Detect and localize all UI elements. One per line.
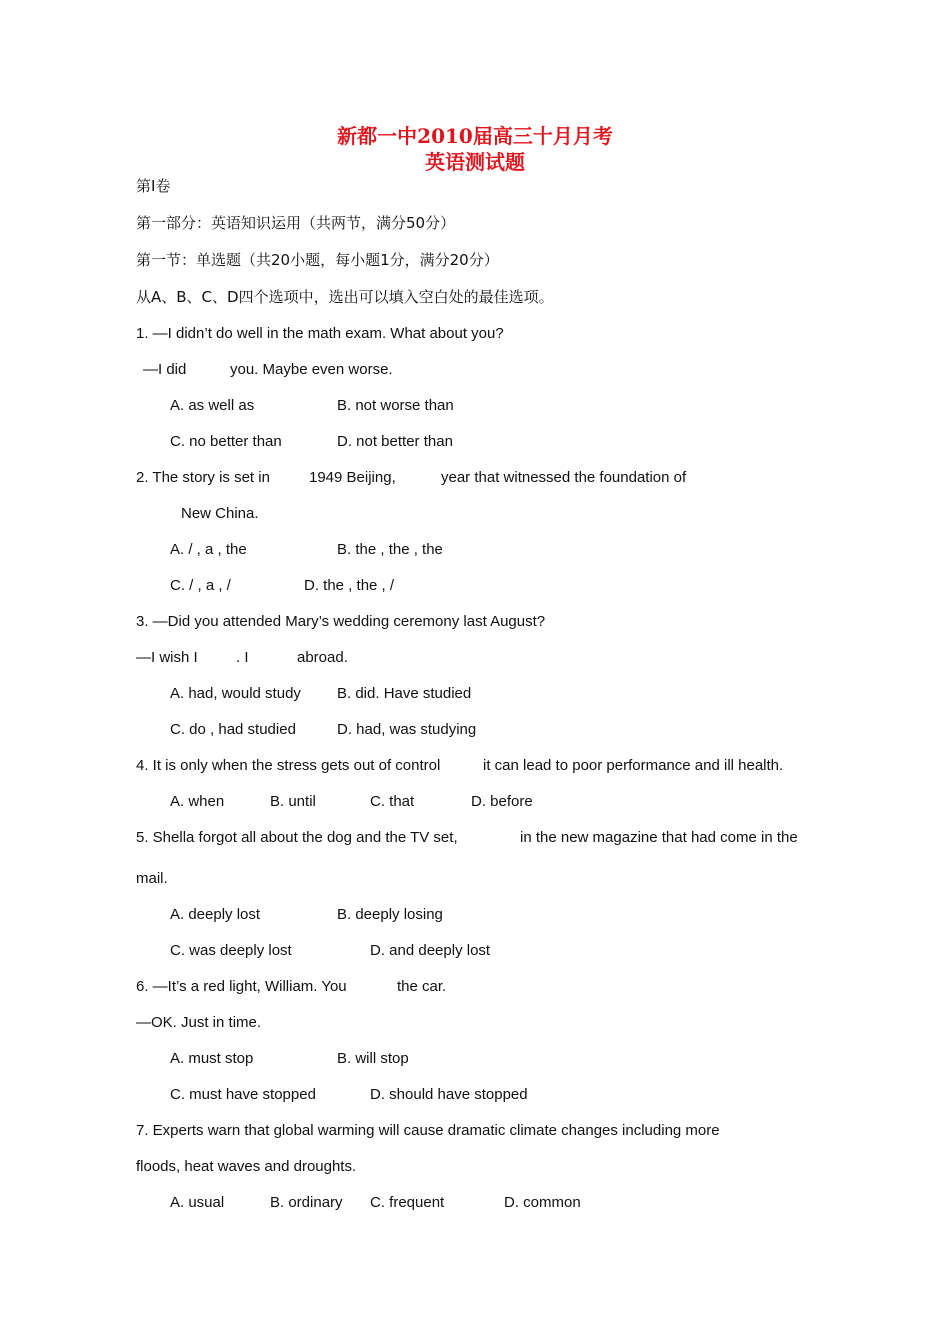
instruction-text: 从A、B、C、D四个选项中，选出可以填入空白处的最佳选项。 xyxy=(136,288,554,306)
question-3-option-a[interactable]: A. had, would study xyxy=(170,685,301,702)
question-5-stem-part3: mail. xyxy=(136,870,168,887)
question-1-option-c[interactable]: C. no better than xyxy=(170,433,282,450)
question-6-option-a[interactable]: A. must stop xyxy=(170,1050,254,1067)
question-3-option-b[interactable]: B. did. Have studied xyxy=(337,685,472,702)
question-1-stem: 1. —I didn’t do well in the math exam. What about you? xyxy=(136,325,504,342)
question-6-reply: —OK. Just in time. xyxy=(136,1014,262,1031)
question-4-stem: 4. It is only when the stress gets out of control xyxy=(136,757,441,774)
question-1-option-a[interactable]: A. as well as xyxy=(170,397,255,414)
question-3-answer-mid: . I xyxy=(236,649,249,666)
question-5-option-a[interactable]: A. deeply lost xyxy=(170,906,261,923)
question-3-answer-end: abroad. xyxy=(297,649,348,666)
question-6-option-d[interactable]: D. should have stopped xyxy=(370,1086,528,1103)
question-3-answer-start: —I wish I xyxy=(136,649,198,666)
question-2-stem-part4: New China. xyxy=(181,505,259,522)
question-1-answer-end: you. Maybe even worse. xyxy=(230,361,393,378)
question-6-option-c[interactable]: C. must have stopped xyxy=(170,1086,316,1103)
question-5-option-d[interactable]: D. and deeply lost xyxy=(370,942,491,959)
question-5-stem-part2: in the new magazine that had come in the xyxy=(520,829,798,846)
question-3-option-d[interactable]: D. had, was studying xyxy=(337,721,477,738)
question-7-option-d[interactable]: D. common xyxy=(504,1194,581,1211)
question-6-stem-end: the car. xyxy=(397,978,447,995)
question-5-stem: 5. Shella forgot all about the dog and the TV set, xyxy=(136,829,458,846)
question-4-option-d[interactable]: D. before xyxy=(471,793,533,810)
question-7-option-b[interactable]: B. ordinary xyxy=(270,1194,343,1211)
question-5-option-c[interactable]: C. was deeply lost xyxy=(170,942,292,959)
part-heading: 第一部分：英语知识运用（共两节，满分50分） xyxy=(136,214,456,232)
question-6-stem: 6. —It’s a red light, William. You xyxy=(136,978,347,995)
question-3-stem: 3. —Did you attended Mary’s wedding ceremony last August? xyxy=(136,613,546,630)
question-2-stem: 2. The story is set in xyxy=(136,469,270,486)
document-subtitle: 英语测试题 xyxy=(425,150,525,174)
question-3-option-c[interactable]: C. do , had studied xyxy=(170,721,296,738)
question-2-stem-part3: year that witnessed the foundation of xyxy=(441,469,687,486)
question-4-stem-end: it can lead to poor performance and ill health. xyxy=(483,757,784,774)
question-1-answer-start: —I did xyxy=(143,361,187,378)
document-title: 新都一中2010届高三十月月考 xyxy=(337,124,613,148)
question-2-option-b[interactable]: B. the , the , the xyxy=(337,541,443,558)
question-5-option-b[interactable]: B. deeply losing xyxy=(337,906,443,923)
question-4-option-b[interactable]: B. until xyxy=(270,793,316,810)
question-7-stem: 7. Experts warn that global warming will cause dramatic climate changes including more xyxy=(136,1122,720,1139)
question-6-option-b[interactable]: B. will stop xyxy=(337,1050,409,1067)
question-1-option-b[interactable]: B. not worse than xyxy=(337,397,454,414)
section-heading: 第一节：单选题（共20小题，每小题1分，满分20分） xyxy=(136,251,499,269)
question-4-option-c[interactable]: C. that xyxy=(370,793,415,810)
question-7-option-c[interactable]: C. frequent xyxy=(370,1194,445,1211)
question-7-stem-end: floods, heat waves and droughts. xyxy=(136,1158,357,1175)
question-2-option-d[interactable]: D. the , the , / xyxy=(304,577,395,594)
volume-label: 第Ⅰ卷 xyxy=(136,177,171,195)
question-1-option-d[interactable]: D. not better than xyxy=(337,433,453,450)
question-2-option-c[interactable]: C. / , a , / xyxy=(170,577,231,594)
question-7-option-a[interactable]: A. usual xyxy=(170,1194,225,1211)
question-4-option-a[interactable]: A. when xyxy=(170,793,225,810)
question-2-stem-part2: 1949 Beijing, xyxy=(309,469,396,486)
question-2-option-a[interactable]: A. / , a , the xyxy=(170,541,247,558)
